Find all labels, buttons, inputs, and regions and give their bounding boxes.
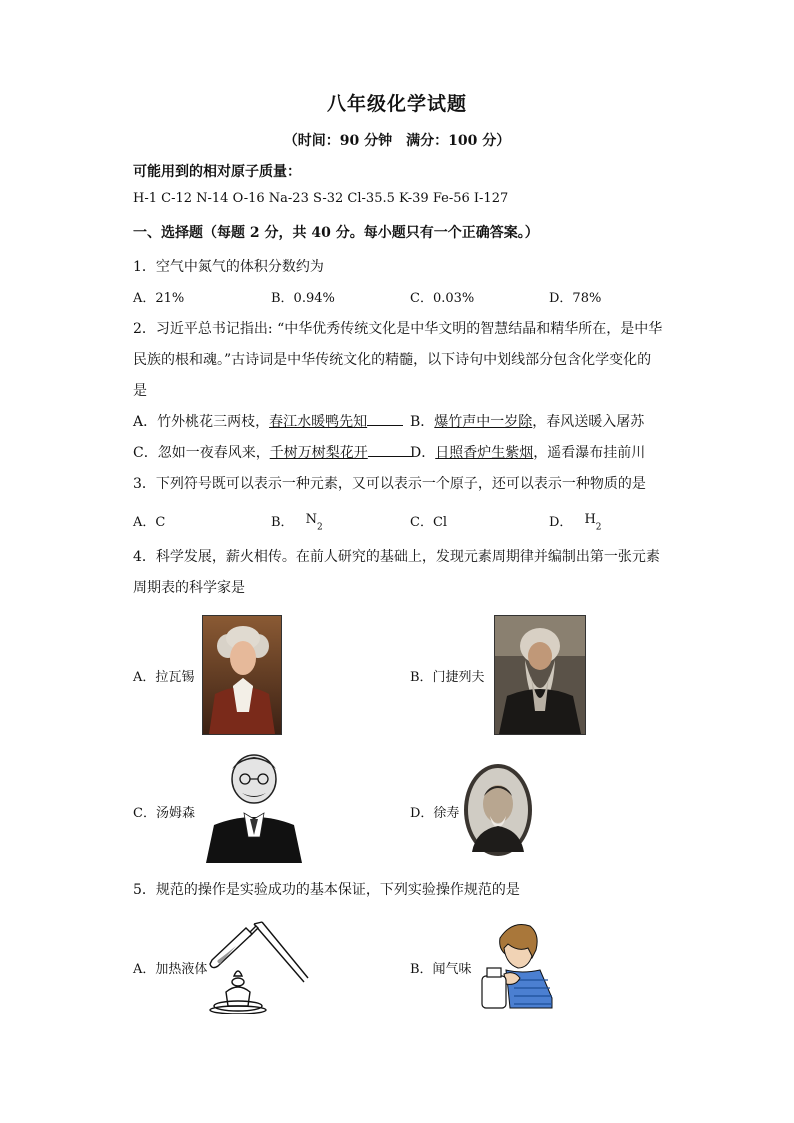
atomic-mass-list: H-1 C-12 N-14 O-16 Na-23 S-32 Cl-35.5 K-39 Fe-56 I-127 bbox=[133, 191, 509, 206]
q2-option-d-label: D． bbox=[410, 445, 436, 461]
q3-option-b-label: B． bbox=[271, 515, 294, 530]
q3-option-b-symbol: N bbox=[305, 512, 317, 527]
q2-option-d bbox=[410, 442, 645, 462]
q4-option-a: A．拉瓦锡 bbox=[133, 670, 195, 685]
q2-option-c-text: C．忽如一夜春风来， bbox=[133, 445, 270, 461]
q2-option-a-text: A．竹外桃花三两枝， bbox=[133, 414, 270, 430]
q2-option-b-underlined: 爆竹声中一岁除 bbox=[434, 414, 533, 430]
thomson-portrait bbox=[200, 745, 308, 863]
smelling-gas-diagram bbox=[478, 918, 556, 1010]
q2-option-a-underline bbox=[367, 413, 403, 426]
q2-stem-line3: 是 bbox=[133, 383, 147, 399]
q3-option-d-symbol: H bbox=[584, 512, 596, 527]
q1-option-c: C．0.03% bbox=[410, 291, 475, 306]
q3-option-d-label: D． bbox=[549, 515, 573, 530]
q3-option-d-subscript: 2 bbox=[595, 522, 602, 533]
q2-option-c-underlined: 千树万树梨花开 bbox=[269, 445, 368, 461]
q2-option-b-text: ，春风送暖入屠苏 bbox=[532, 414, 645, 430]
q1-stem: 1．空气中氮气的体积分数约为 bbox=[133, 259, 324, 275]
q2-option-a-underlined: 春江水暖鸭先知 bbox=[269, 414, 368, 430]
q2-option-c-underline bbox=[368, 444, 412, 457]
q3-option-a: A．C bbox=[133, 515, 166, 530]
q5-option-b: B．闻气味 bbox=[410, 962, 472, 977]
heating-liquid-diagram bbox=[208, 920, 310, 1014]
lavoisier-portrait bbox=[202, 615, 282, 735]
q1-option-d: D．78% bbox=[549, 291, 602, 306]
q2-option-d-text: ，遥看瀑布挂前川 bbox=[533, 445, 646, 461]
q2-option-d-underlined: 日照香炉生紫烟 bbox=[435, 445, 534, 461]
q2-option-b-label: B． bbox=[410, 414, 435, 430]
q4-stem-line2: 周期表的科学家是 bbox=[133, 580, 245, 596]
q5-option-a: A．加热液体 bbox=[133, 962, 208, 977]
mendeleev-portrait bbox=[494, 615, 586, 735]
page-title: 八年级化学试题 bbox=[326, 93, 467, 115]
section1-heading: 一、选择题（每题 2 分，共 40 分。每小题只有一个正确答案。） bbox=[133, 225, 539, 241]
q4-option-c: C．汤姆森 bbox=[133, 806, 195, 821]
q2-option-a bbox=[133, 411, 403, 431]
atomic-mass-heading: 可能用到的相对原子质量： bbox=[133, 164, 301, 180]
q3-option-c: C．Cl bbox=[410, 515, 448, 530]
q3-option-d bbox=[549, 511, 602, 533]
q2-option-c bbox=[133, 442, 412, 462]
xushou-portrait bbox=[462, 762, 534, 858]
q4-option-b: B．门捷列夫 bbox=[410, 670, 485, 685]
q4-stem-line1: 4．科学发展，薪火相传。在前人研究的基础上，发现元素周期律并编制出第一张元素 bbox=[133, 549, 660, 565]
q2-option-b bbox=[410, 411, 644, 431]
q3-stem: 3．下列符号既可以表示一种元素，又可以表示一个原子，还可以表示一种物质的是 bbox=[133, 476, 646, 492]
q2-stem-line2: 民族的根和魂。”古诗词是中华传统文化的精髓，以下诗句中划线部分包含化学变化的 bbox=[133, 352, 652, 368]
q3-option-b bbox=[271, 511, 323, 533]
q1-option-a: A．21% bbox=[133, 291, 185, 306]
q2-stem-line1: 2．习近平总书记指出: “中华优秀传统文化是中华文明的智慧结晶和精华所在，是中华 bbox=[133, 321, 663, 337]
q1-option-b: B．0.94% bbox=[271, 291, 335, 306]
exam-info: （时间：90 分钟 满分：100 分） bbox=[283, 133, 511, 149]
q4-option-d: D．徐寿 bbox=[410, 806, 460, 821]
q5-stem: 5．规范的操作是实验成功的基本保证，下列实验操作规范的是 bbox=[133, 882, 520, 898]
q3-option-b-subscript: 2 bbox=[316, 522, 323, 533]
